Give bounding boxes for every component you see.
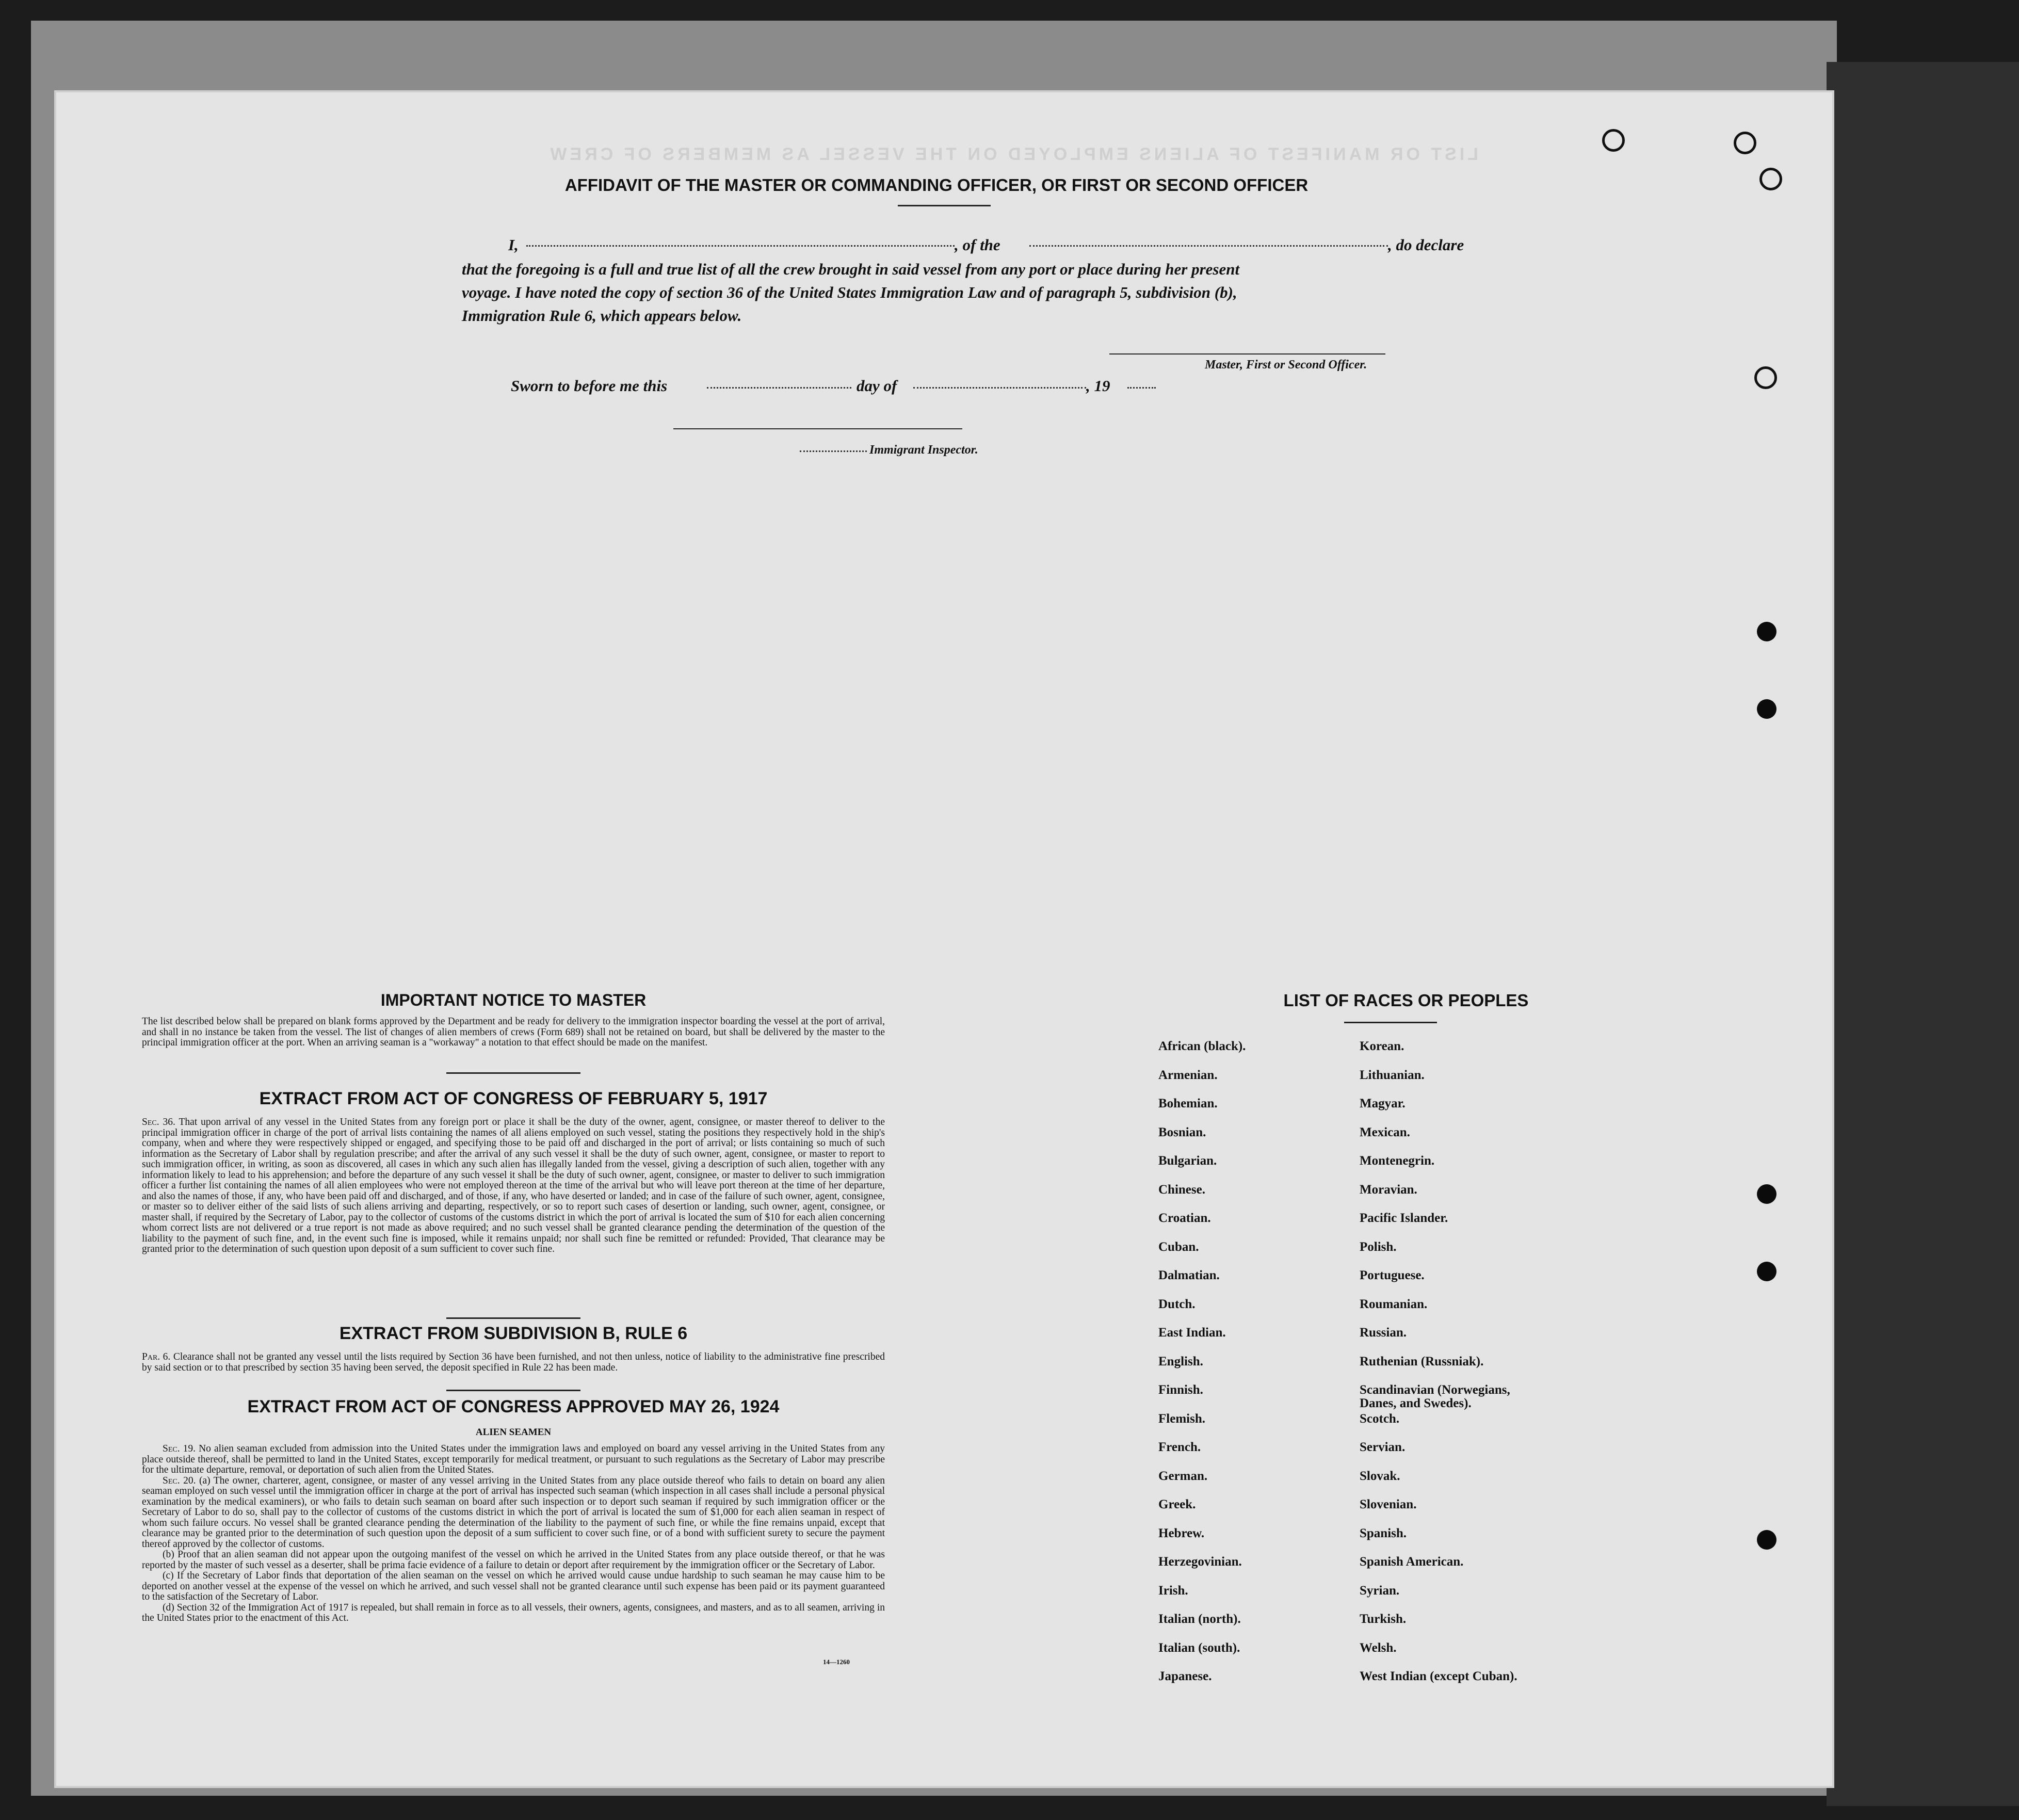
race-item: Chinese. [1158,1182,1205,1197]
extract-1917-text [142,1117,885,1255]
extract-rule6-text [142,1352,885,1373]
inspector-dots [800,450,867,452]
punch-hole [1757,1262,1776,1281]
sec-20a: Sec. 20. (a) The owner, charterer, agent, consignee, or master of any vessel arriving in the United States from any place outside thereof who fails to detain on board any alien seaman employed on such vessel until the immigration officer in charge at the port of arrival has inspected such seaman (which inspection in all cases shall include a personal physical examination by the medical examiners), or who fails to detain such seaman on board after such inspection or to deport such seaman if required by such immigration officer or the Secretary of Labor to do so, shall pay to the collector of customs of the customs district in which the port of arrival is located the sum of $1,000 for each alien seaman in respect of whom such failure occurs. No vessel shall be granted clearance pending the determination of the liability to the payment of such fine, or while the fine remains unpaid, except that clearance may be granted prior to the determination of such question upon the deposit of a sum sufficient to cover such fine, or of a bond with sufficient surety to secure the payment thereof approved by the collector of customs. [142,1475,885,1550]
sec-36-label: Sec. 36. [142,1117,175,1128]
race-item: Moravian. [1360,1182,1417,1197]
race-item: Pacific Islander. [1360,1211,1448,1225]
race-item: Servian. [1360,1440,1406,1454]
extract-1924-title: EXTRACT FROM ACT OF CONGRESS APPROVED MAY 26, 1924 [247,1397,780,1416]
race-item: Armenian. [1158,1068,1218,1082]
extract-1917-rule [446,1317,580,1319]
notice-text: The list described below shall be prepared on blank forms approved by the Department and be ready for delivery to the immigration inspector boarding the vessel at the port of arrival, and shall in no instance be taken from the vessel. The list of changes of alien members of crews (Form 689) shall not be retained on board, but shall be delivered by the master to the principal immigration officer at the port. When an arriving seaman is a "workaway" a notation to that effect should be made on the manifest. [142,1016,885,1048]
affidavit-title-rule [898,205,991,206]
alien-seamen-subtitle: ALIEN SEAMEN [475,1427,552,1438]
document-page [54,90,1834,1788]
punch-hole [1754,366,1777,389]
affidavit-line3: voyage. I have noted the copy of section 36 of the United States Immigration Law and of paragraph 5, subdivision (b), [462,283,1237,301]
punch-hole [1759,168,1782,190]
affidavit-i: I, [508,236,519,254]
extract-1917-title: EXTRACT FROM ACT OF CONGRESS OF FEBRUARY 5, 1917 [259,1089,768,1108]
sec-19: Sec. 19. No alien seaman excluded from admission into the United States under the immigration laws and employed on board any vessel arriving in the United States from any place outside thereof, shall be permitted to land in the United States, except temporarily for medical treatment, or pursuant to such regulations as the Secretary of Labor may prescribe for the ultimate departure, removal, or deportation of such alien from the United States. [142,1443,885,1475]
race-item: Portuguese. [1360,1268,1425,1282]
master-signature-label: Master, First or Second Officer. [1205,358,1367,372]
race-item: Russian. [1360,1326,1407,1340]
race-item: Hebrew. [1158,1526,1205,1540]
sworn-label: Sworn to before me this [511,377,668,395]
race-item: Greek. [1158,1497,1196,1511]
inspector-label: Immigrant Inspector. [869,443,978,457]
sec-20b: (b) Proof that an alien seaman did not appear upon the outgoing manifest of the vessel on which he arrived in the United States from any place outside thereof, or that he was reported by the master of such vessel as a deserter, shall be prima facie evidence of a failure to detain or deport after requirement by the immigration officer or the Secretary of Labor. [142,1549,885,1571]
race-item: Flemish. [1158,1411,1205,1426]
race-item: Lithuanian. [1360,1068,1425,1082]
form-number: 14—1260 [823,1658,850,1666]
race-item: French. [1158,1440,1201,1454]
binder-background [1827,62,2019,1806]
race-item: Ruthenian (Russniak). [1360,1354,1484,1368]
year-label: , 19 [1086,377,1110,395]
day-of-label: day of [857,377,897,395]
race-item: Turkish. [1360,1612,1407,1626]
race-item: Finnish. [1158,1383,1203,1397]
sworn-month-field[interactable] [913,387,1086,389]
sworn-day-field[interactable] [707,387,851,389]
race-item: Cuban. [1158,1239,1199,1254]
race-item: Croatian. [1158,1211,1211,1225]
race-item: African (black). [1158,1039,1246,1053]
bleedthrough-title: LIST OR MANIFEST OF ALIENS EMPLOYED ON THE VESSEL AS MEMBERS OF CREW [547,144,1478,164]
affidavit-of-the: , of the [955,236,1000,254]
race-item: Spanish American. [1360,1555,1464,1569]
race-item: Montenegrin. [1360,1154,1435,1168]
extract-rule6-rule [446,1390,580,1391]
race-item: Bohemian. [1158,1097,1218,1110]
affidavit-do-declare: , do declare [1388,236,1464,254]
punch-hole [1602,129,1625,152]
inspector-signature-line[interactable] [673,428,962,429]
race-item: German. [1158,1469,1208,1483]
par-6-label: Par. 6. [142,1351,171,1362]
race-item: Irish. [1158,1583,1188,1598]
par-6-text: Clearance shall not be granted any vessel until the lists required by Section 36 have been furnished, and not then unless, notice of liability to the administrative fine prescribed by said section or to that prescribed by section 35 having been served, the deposit specified in Rule 22 has been made. [142,1351,885,1373]
sec-20c: (c) If the Secretary of Labor finds that deportation of the alien seaman on the vessel on which he arrived would cause undue hardship to such seaman he may cause him to be deported on another vessel at the expense of the vessel on which he arrived, and such vessel shall not be granted clearance until such expense has been paid or its payment guaranteed to the satisfaction of the Secretary of Labor. [142,1570,885,1602]
race-item: Scotch. [1360,1411,1400,1426]
punch-hole [1734,132,1756,154]
race-item: Italian (south). [1158,1640,1240,1655]
race-item: Japanese. [1158,1669,1212,1683]
race-item: Slovak. [1360,1469,1400,1483]
affidavit-line4: Immigration Rule 6, which appears below. [462,307,742,325]
race-item: Scandinavian (Norwegians, [1360,1383,1510,1397]
punch-hole [1757,699,1776,719]
punch-hole [1757,622,1776,641]
race-item: East Indian. [1158,1326,1226,1340]
race-item: Slovenian. [1360,1497,1417,1511]
race-item: English. [1158,1354,1203,1368]
race-item: Mexican. [1360,1125,1410,1139]
sec-36-text: That upon arrival of any vessel in the United States from any foreign port or place it shall be the duty of the owner, agent, consignee, or master thereof to deliver to the principal immigration officer in charge of the port of arrival lists containing the names of all aliens employed on such vessel, stating the positions they respectively hold in the ship's company, when and where they were respectively shipped or engaged, and specifying those to be paid off and discharged in the port of arrival; or lists containing so much of such information as the Secretary of Labor shall by regulation prescribe; and after the arrival of any such vessel it shall be the duty of such owner, agent, consignee, or master to report to such immigration officer, in writing, as soon as discovered, all cases in which any such alien has illegally landed from the vessel, giving a description of such alien, together with any information likely to lead to his apprehension; and before the departure of any such vessel it shall be the duty of such owner, agent, consignee, or master to deliver to such immigration officer a further list containing the names of all alien employees who were not employed thereon at the time of the arrival but who will leave port thereon at the time of her departure, and also the names of those, if any, who have been paid off and discharged, and of those, if any, who have deserted or landed; and in case of the failure of such owner, agent, consignee, or master so to deliver either of the said lists of such aliens arriving and departing, respectively, or so to report such cases of desertion or landing, such owner, agent, consignee, or master shall, if required by the Secretary of Labor, pay to the collector of customs of the customs district in which the port of arrival is located the sum of $10 for each alien concerning whom correct lists are not delivered or a true report is not made as above required; and no such vessel shall be granted clearance pending the determination of the question of the liability to the payment of such fine, and, in the event such fine is imposed, while it remains unpaid; nor shall such fine be remitted or refunded: Provided, That clearance may be granted prior to the determination of such question upon deposit of a sum sufficient to cover such fine. [142,1117,885,1254]
race-item: Danes, and Swedes). [1360,1396,1472,1410]
race-item: Magyar. [1360,1097,1406,1110]
race-item: Spanish. [1360,1526,1407,1540]
affidavit-title: AFFIDAVIT OF THE MASTER OR COMMANDING OFFICER, OR FIRST OR SECOND OFFICER [564,175,1309,195]
race-item: Welsh. [1360,1640,1397,1655]
notice-title: IMPORTANT NOTICE TO MASTER [380,991,647,1009]
race-item: Syrian. [1360,1583,1400,1598]
races-title-rule [1344,1022,1437,1023]
race-item: Korean. [1360,1039,1404,1053]
race-item: Roumanian. [1360,1297,1428,1311]
race-item: Bosnian. [1158,1125,1206,1139]
race-item: West Indian (except Cuban). [1360,1669,1517,1683]
race-item: Dutch. [1158,1297,1196,1311]
race-item: Bulgarian. [1158,1154,1217,1168]
race-item: Italian (north). [1158,1612,1241,1626]
races-title: LIST OF RACES OR PEOPLES [1283,991,1529,1010]
affidavit-line2: that the foregoing is a full and true list of all the crew brought in said vessel from any port or place during her present [462,260,1240,278]
notice-rule [446,1072,580,1074]
race-item: Herzegovinian. [1158,1555,1242,1569]
affiant-name-field[interactable] [526,245,955,247]
sworn-year-field[interactable] [1127,387,1156,389]
extract-1924-text [142,1444,885,1624]
sec-20d: (d) Section 32 of the Immigration Act of 1917 is repealed, but shall remain in force as to all vessels, their owners, agents, consignees, and masters, and as to all seamen, arriving in the United States prior to the enactment of this Act. [142,1602,885,1623]
race-item: Polish. [1360,1239,1397,1254]
vessel-name-field[interactable] [1029,245,1388,247]
punch-hole [1757,1530,1776,1550]
punch-hole [1757,1184,1776,1204]
extract-rule6-title: EXTRACT FROM SUBDIVISION B, RULE 6 [339,1324,688,1343]
race-item: Dalmatian. [1158,1268,1220,1282]
